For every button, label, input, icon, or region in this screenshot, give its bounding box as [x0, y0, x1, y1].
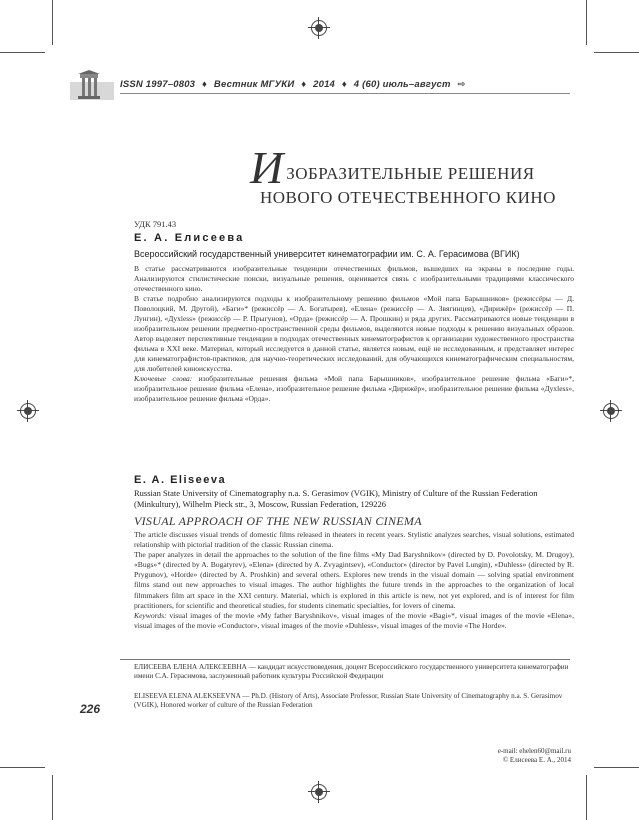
abstract-ru — [134, 264, 574, 404]
header-separator: ♦ — [341, 79, 347, 90]
title-line-2: НОВОГО ОТЕЧЕСТВЕННОГО КИНО — [260, 188, 556, 207]
journal-logo-icon — [70, 70, 114, 104]
author-ru: Е. А. Елисеева — [134, 232, 245, 244]
issn: ISSN 1997–0803 — [120, 79, 196, 90]
crop-mark — [52, 0, 53, 45]
crop-mark — [594, 767, 639, 768]
registration-mark-icon — [311, 784, 327, 800]
abstract-en-paragraph: The paper analyzes in detail the approaches to the solution of the fine films «My Dad Baryshnikov» (directed by D. Povolotsky, M. Drugoy), «Bugs»* (directed by A. Bogatyrev), «Elena» (directed by A. Zvyagintsev), «Conductor» (director by Pavel Lungin), «Duhless» (directed by R. Prygunov), «Horde» (directed by A. Proshkin) and several others. Explores new trends in the visual domain — solving spatial environment films stand out new approaches to visual images. The author highlights the future trends in the approaches to the organization of local filmmakers film art space in the XXI century. Material, which is explored in this article is new, not yet explored, and is of interest for film practitioners, for scientific and theoretical studies, for students cinematic specialties, for lovers of cinema. — [134, 550, 574, 610]
crop-mark — [0, 52, 45, 53]
author-email: e-mail: ehelen60@mail.ru — [497, 747, 571, 755]
abstract-en — [134, 530, 574, 631]
author-bio-ru: ЕЛИСЕЕВА ЕЛЕНА АЛЕКСЕЕВНА — кандидат искусствоведения, доцент Всероссийского государственного университета кинематографии имени С.А. Герасимова, заслуженный работник культуры Российской Федерации — [134, 663, 569, 680]
title-line-1: ЗОБРАЗИТЕЛЬНЫЕ РЕШЕНИЯ — [286, 164, 535, 183]
article-title-en: VISUAL APPROACH OF THE NEW RUSSIAN CINEMA — [134, 514, 422, 528]
header-separator: ♦ — [202, 79, 208, 90]
title-drop-cap: И — [250, 142, 284, 193]
author-bio-en: ELISEEVA ELENA ALEKSEEVNA — Ph.D. (History of Arts), Associate Professor, Russian State University of Cinematography n.a. S. Gerasimov (VGIK), Honored worker of culture of the Russian Federation — [134, 692, 563, 709]
crop-mark — [52, 775, 53, 820]
affiliation-ru: Всероссийский государственный университет кинематографии им. С. А. Герасимова (ВГИК) — [134, 249, 520, 259]
affiliation-en: Russian State University of Cinematography n.a. S. Gerasimov (VGIK), Ministry of Culture of the Russian Federation (Minkultury), Wilhelm Pieck str., 3, Moscow, Russian Federation, 129226 — [134, 488, 538, 509]
keywords-en-label: Keywords: — [134, 610, 167, 620]
registration-mark-icon — [311, 20, 327, 36]
abstract-ru-paragraph: В статье подробно анализируются подходы к изобразительному решению фильмов «Мой папа Барышников» (режиссёры — Д. Поволоцкий, М. Другой), «Баги»* (режиссёр — А. Богатырев), «Елена» (режиссёр — А. Звягинцев), «Дирижёр» (режиссёр — П. Лунгин), «Духless» (режиссёр — Р. Прыгунов), «Орда» (режиссёр — А. Прошкин) и ряда других. Рассматриваются новые тенденции в изобразительном решении предметно-пространственной среды фильмов, выделяются новые подходы к решению визуальных образов. Автор выделяет перспективные тенденции в подходах отечественных кинематографистов к организации художественного пространства фильма в XXI веке. Материал, который исследуется в данной статье, является новым, ещё не исследованным, и представляет интерес для кинематографистов-практиков, для научно-теоретических исследований, для обучающихся кинематографическим специальностям, для любителей киноискусства. — [134, 294, 574, 373]
crop-mark — [586, 0, 587, 45]
copyright: © Елисеева Е. А., 2014 — [502, 756, 571, 764]
arrow-icon: ⇨ — [457, 79, 466, 90]
bio-divider — [120, 659, 570, 660]
udk-code: УДК 791.43 — [134, 219, 177, 229]
journal-name: Вестник МГУКИ — [213, 79, 295, 90]
crop-mark — [0, 767, 45, 768]
crop-mark — [594, 52, 639, 53]
author-en: E. A. Eliseeva — [134, 474, 227, 486]
contact-info — [498, 747, 571, 765]
abstract-ru-paragraph: В статье рассматриваются изобразительные тенденции отечественных фильмов, вышедших на экраны в последние годы. Анализируются стилистические поиски, визуальные решения, оценивается связь с изобразительными традициями классического отечественного кино. — [134, 264, 574, 293]
article-title — [250, 142, 570, 208]
registration-mark-icon — [20, 403, 36, 419]
header-divider — [120, 93, 570, 94]
keywords-ru — [134, 374, 574, 404]
keywords-en-text: visual images of the movie «My father Baryshnikov», visual images of the movie «Bagi»*, visual images of the movie «Elena», visual images of the movie «Conductor», visual images of the movie «Duhless», visual images of the movie «The Horde». — [134, 610, 574, 630]
abstract-en-paragraph: The article discusses visual trends of domestic films released in theaters in recent years. Stylistic analyzes searches, visual solutions, estimated relationship with pictorial tradition of the classic Russian cinema. — [134, 530, 574, 550]
journal-header — [120, 79, 470, 90]
header-separator: ♦ — [301, 79, 307, 90]
journal-year: 2014 — [313, 79, 336, 90]
keywords-ru-text: изобразительные решения фильма «Мой папа Барышников», изобразительное решение фильма «Баги»*, изобразительное решение фильма «Елена», изобразительное решение фильма «Дирижёр», изобразительное решение фильма «Духless», изобразительное решение фильма «Орда». — [134, 374, 575, 403]
keywords-ru-label: Ключевые слова: — [134, 374, 193, 383]
page-number: 226 — [80, 702, 101, 716]
crop-mark — [586, 775, 587, 820]
registration-mark-icon — [603, 403, 619, 419]
journal-issue: 4 (60) июль–август — [353, 79, 451, 90]
keywords-en — [134, 611, 574, 631]
